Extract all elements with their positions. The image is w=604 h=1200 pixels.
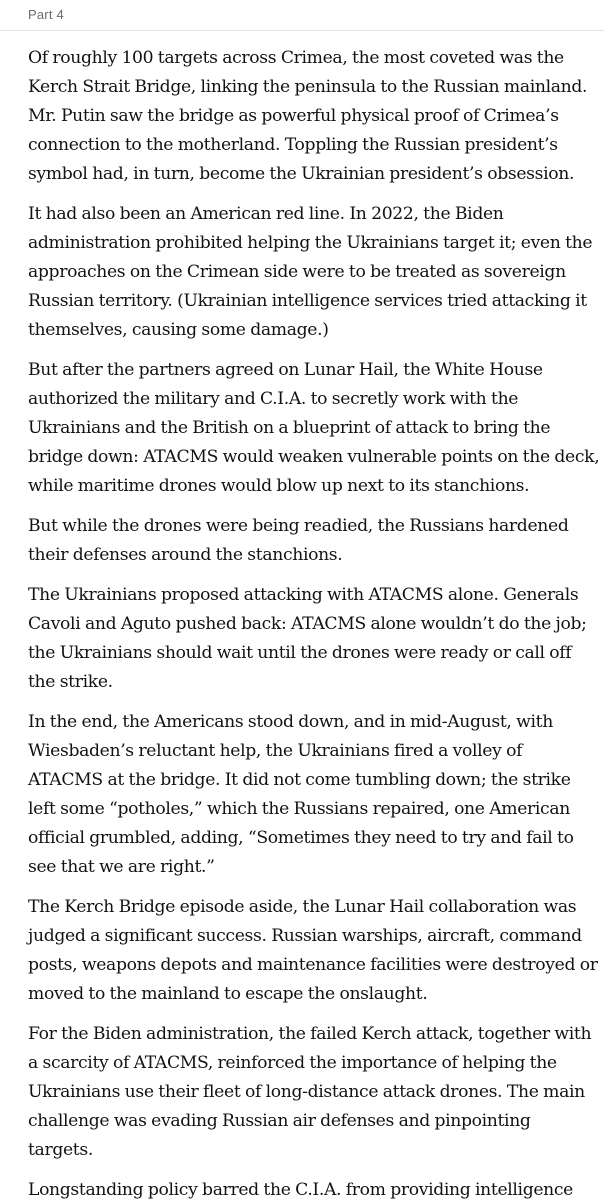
part-label: Part 4	[28, 7, 64, 22]
paragraph-8: For the Biden administration, the failed Kerch attack, together with a scarcity of ATACMS, reinforced the importance of helping the Ukrainians use their fleet of long-distance attack drones. The main challenge was evading Russian air defenses and pinpointing targets.	[28, 1024, 592, 1160]
paragraph-3: But after the partners agreed on Lunar Hail, the White House authorized the military and C.I.A. to secretly work with the Ukrainians and the British on a blueprint of attack to bring the bridge down: ATACMS would weaken vulnerable points on the deck, while maritime drones would blow up next to its stanchions.	[28, 360, 600, 496]
paragraph-7: The Kerch Bridge episode aside, the Lunar Hail collaboration was judged a significant success. Russian warships, aircraft, command posts, weapons depots and maintenance facilities were destroyed or moved to the mainland to escape the onslaught.	[28, 897, 598, 1004]
paragraph-6: In the end, the Americans stood down, and in mid-August, with Wiesbaden’s reluctant help, the Ukrainians fired a volley of ATACMS at the bridge. It did not come tumbling down; the strike left some “potholes,” which the Russians repaired, one American official grumbled, adding, “Sometimes they need to try and fail to see that we are right.”	[28, 712, 574, 877]
paragraph-9: Longstanding policy barred the C.I.A. from providing intelligence	[28, 1180, 573, 1200]
paragraph-1: Of roughly 100 targets across Crimea, the most coveted was the Kerch Strait Bridge, linking the peninsula to the Russian mainland. Mr. Putin saw the bridge as powerful physical proof of Crimea’s connection to the motherland. Toppling the Russian president’s symbol had, in turn, become the Ukrainian president’s obsession.	[28, 48, 588, 184]
header-divider	[0, 30, 604, 31]
paragraph-5: The Ukrainians proposed attacking with ATACMS alone. Generals Cavoli and Aguto pushed back: ATACMS alone wouldn’t do the job; the Ukrainians should wait until the drones were ready or call off the strike.	[28, 585, 587, 692]
article-body	[28, 44, 600, 1200]
paragraph-4: But while the drones were being readied, the Russians hardened their defenses around the stanchions.	[28, 516, 569, 565]
paragraph-2: It had also been an American red line. In 2022, the Biden administration prohibited helping the Ukrainians target it; even the approaches on the Crimean side were to be treated as sovereign Russian territory. (Ukrainian intelligence services tried attacking it themselves, causing some damage.)	[28, 204, 593, 340]
